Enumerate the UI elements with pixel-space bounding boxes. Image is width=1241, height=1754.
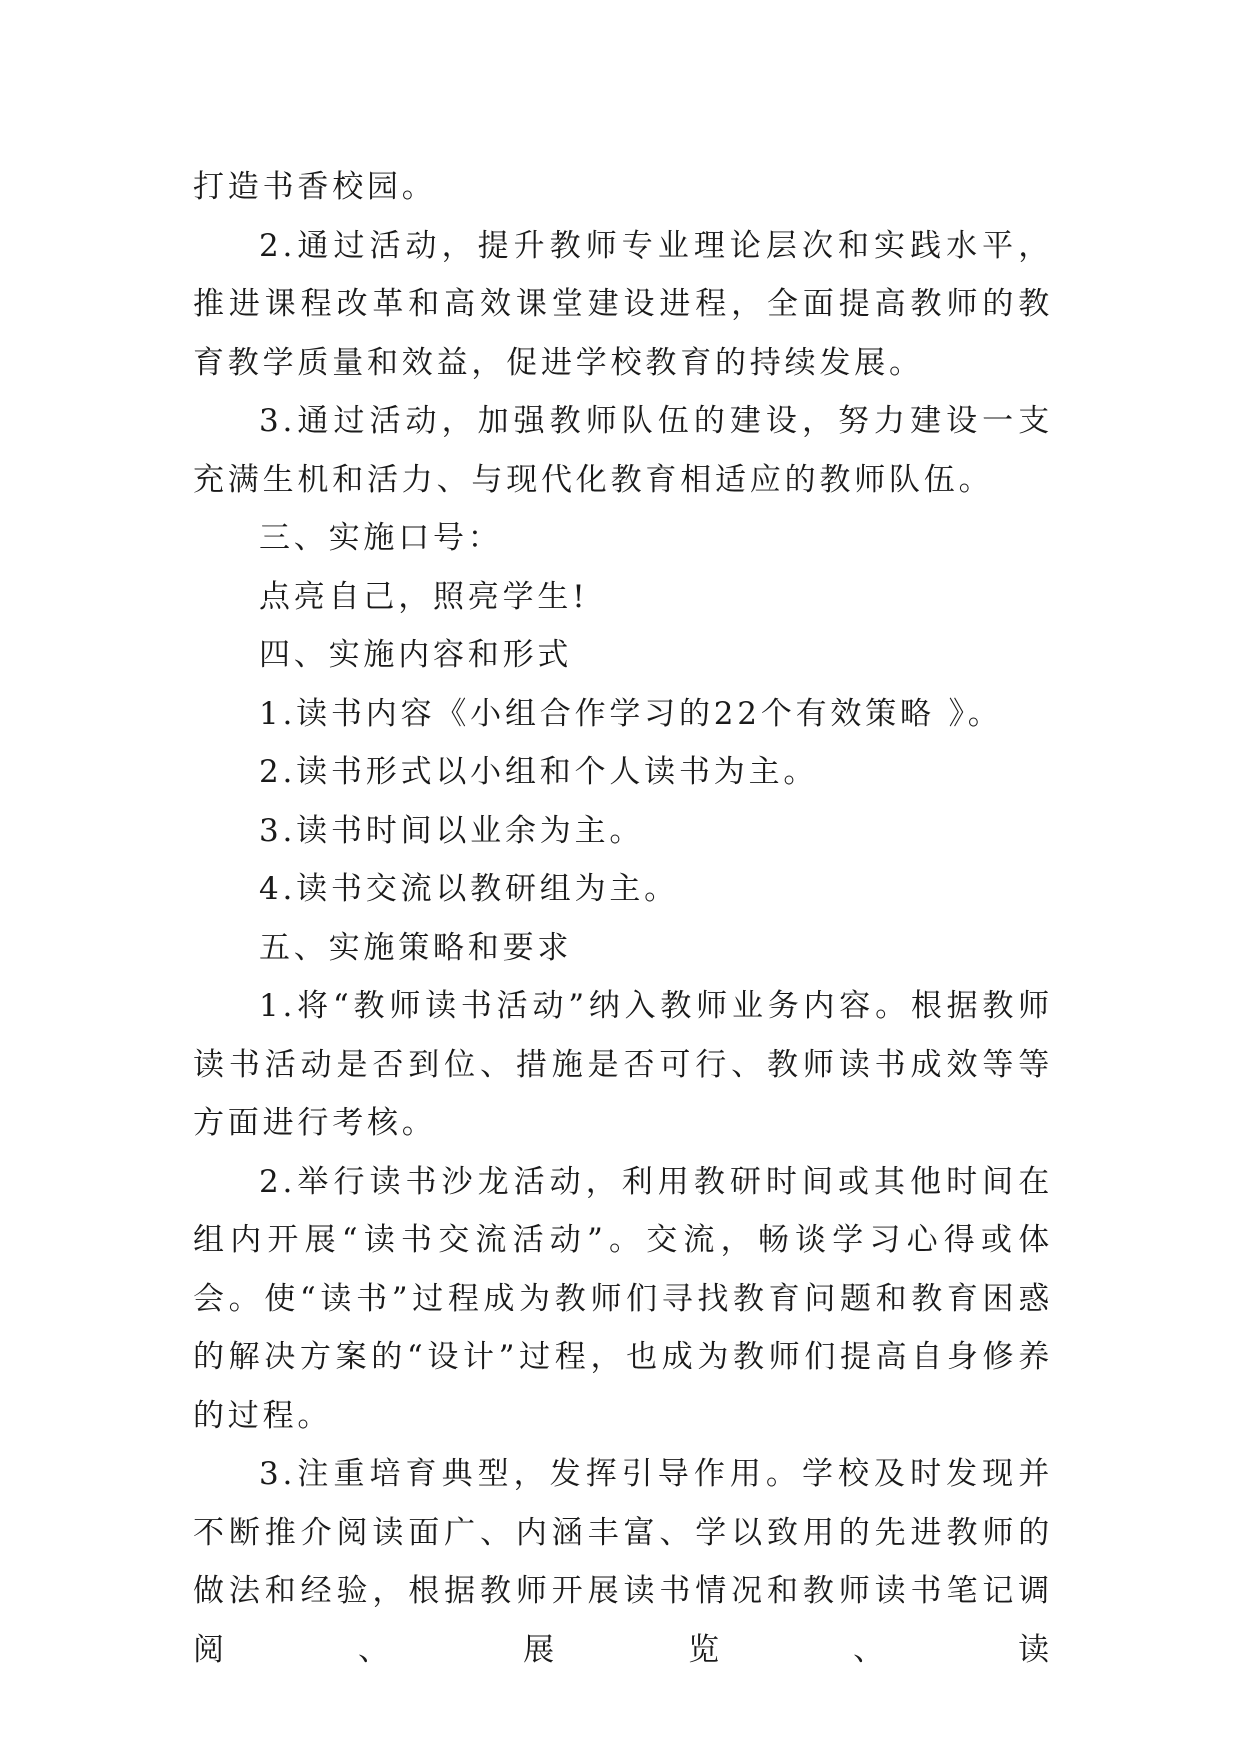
paragraph-goal-3: 3.通过活动，加强教师队伍的建设，努力建设一支充满生机和活力、与现代化教育相适应的教师队伍。 xyxy=(193,403,1053,498)
paragraph-continuation: 打造书香校园。 xyxy=(193,169,437,205)
list-item-content-4: 4.读书交流以教研组为主。 xyxy=(259,871,679,907)
section-heading-slogan: 三、实施口号： xyxy=(259,520,503,556)
list-item-content-2: 2.读书形式以小组和个人读书为主。 xyxy=(259,754,819,790)
list-item-content-1: 1.读书内容《小组合作学习的22个有效策略 》。 xyxy=(259,695,1003,732)
section-heading-strategy: 五、实施策略和要求 xyxy=(259,929,573,966)
section-heading-content: 四、实施内容和形式 xyxy=(259,637,573,673)
paragraph-strategy-2: 2.举行读书沙龙活动，利用教研时间或其他时间在组内开展“读书交流活动”。交流，畅谈学习心得或体会。使“读书”过程成为教师们寻找教育问题和教育困惑的解决方案的“设计”过程，也成为教师们提高自身修养的过程。 xyxy=(193,1163,1053,1434)
paragraph-goal-2: 2.通过活动，提升教师专业理论层次和实践水平，推进课程改革和高效课堂建设进程，全面提高教师的教育教学质量和效益，促进学校教育的持续发展。 xyxy=(193,227,1053,381)
paragraph-slogan: 点亮自己，照亮学生! xyxy=(259,578,589,615)
list-item-content-3: 3.读书时间以业余为主。 xyxy=(259,812,645,849)
paragraph-strategy-1: 1.将“教师读书活动”纳入教师业务内容。根据教师读书活动是否到位、措施是否可行、教师读书成效等等方面进行考核。 xyxy=(193,988,1053,1141)
document-body xyxy=(193,158,1053,1679)
paragraph-strategy-3: 3.注重培育典型，发挥引导作用。学校及时发现并不断推介阅读面广、内涵丰富、学以致用的先进教师的做法和经验，根据教师开展读书情况和教师读书笔记调阅、展览、读 xyxy=(193,1456,1053,1668)
